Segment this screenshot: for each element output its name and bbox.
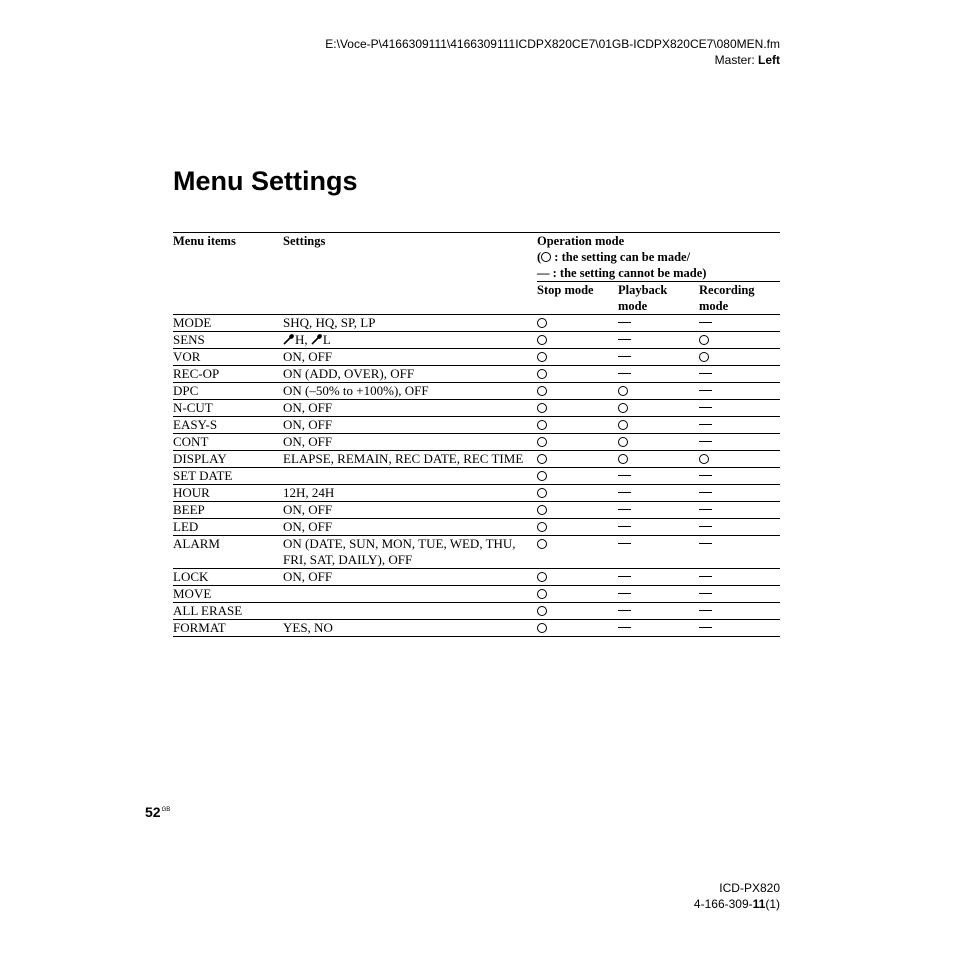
- playback-mode-cell: [618, 366, 699, 383]
- circle-icon: [699, 335, 709, 345]
- dash-icon: [618, 322, 631, 323]
- menu-item-settings: SHQ, HQ, SP, LP: [283, 315, 537, 332]
- menu-item-name: VOR: [173, 349, 283, 366]
- recording-mode-cell: [699, 417, 780, 434]
- dash-icon: [699, 509, 712, 510]
- dash-icon: [618, 475, 631, 476]
- menu-item-settings: ON (–50% to +100%), OFF: [283, 383, 537, 400]
- menu-item-name: ALARM: [173, 536, 283, 569]
- menu-item-settings: ELAPSE, REMAIN, REC DATE, REC TIME: [283, 451, 537, 468]
- playback-mode-cell: [618, 603, 699, 620]
- playback-mode-cell: [618, 383, 699, 400]
- dash-icon: [618, 356, 631, 357]
- table-row: [173, 536, 780, 569]
- menu-item-name: CONT: [173, 434, 283, 451]
- playback-mode-cell: [618, 569, 699, 586]
- playback-mode-cell: [618, 349, 699, 366]
- dash-icon: [699, 627, 712, 628]
- dash-icon: [699, 441, 712, 442]
- dash-icon: [618, 373, 631, 374]
- stop-mode-cell: [537, 451, 618, 468]
- dash-icon: [699, 526, 712, 527]
- col-operation-mode: [537, 233, 780, 282]
- table-row: [173, 586, 780, 603]
- stop-mode-cell: [537, 417, 618, 434]
- stop-mode-cell: [537, 400, 618, 417]
- stop-mode-cell: [537, 383, 618, 400]
- playback-mode-cell: [618, 485, 699, 502]
- stop-mode-cell: [537, 620, 618, 637]
- circle-icon: [537, 606, 547, 616]
- table-row: [173, 485, 780, 502]
- legend-open: (: [537, 250, 542, 264]
- menu-item-settings: [283, 603, 537, 620]
- col-playback-mode: [618, 282, 699, 315]
- legend-can-text: : the setting can be made/: [551, 250, 691, 264]
- circle-icon: [618, 454, 628, 464]
- menu-item-name: SENS: [173, 332, 283, 349]
- dash-icon: [618, 593, 631, 594]
- dash-icon: [618, 526, 631, 527]
- stop-mode-cell: [537, 434, 618, 451]
- circle-icon: [618, 420, 628, 430]
- document-header: [325, 36, 780, 68]
- recording-mode-cell: [699, 586, 780, 603]
- col-settings: Settings: [283, 233, 537, 315]
- menu-item-name: BEEP: [173, 502, 283, 519]
- recording-mode-cell: [699, 603, 780, 620]
- page-suffix: GB: [161, 807, 171, 813]
- table-row: [173, 502, 780, 519]
- menu-item-name: SET DATE: [173, 468, 283, 485]
- circle-icon: [618, 403, 628, 413]
- part-code: [694, 896, 780, 912]
- table-row: [173, 383, 780, 400]
- stop-mode-cell: [537, 569, 618, 586]
- legend-cannot: — : the setting cannot be made): [537, 266, 707, 280]
- circle-icon: [537, 505, 547, 515]
- playback-mode-cell: [618, 468, 699, 485]
- stop-mode-cell: [537, 315, 618, 332]
- playback-mode-cell: [618, 451, 699, 468]
- menu-item-name: HOUR: [173, 485, 283, 502]
- menu-item-settings: YES, NO: [283, 620, 537, 637]
- microphone-icon: [311, 333, 323, 345]
- circle-icon: [537, 403, 547, 413]
- table-row: [173, 603, 780, 620]
- menu-item-settings: ON, OFF: [283, 349, 537, 366]
- recording-mode-cell: [699, 485, 780, 502]
- dash-icon: [699, 390, 712, 391]
- circle-icon: [537, 369, 547, 379]
- part-code-bold: 11: [752, 897, 766, 911]
- table-row: [173, 349, 780, 366]
- circle-icon: [537, 471, 547, 481]
- document-footer: [694, 880, 780, 912]
- playback-mode-cell: [618, 434, 699, 451]
- recording-mode-cell: [699, 502, 780, 519]
- file-path: E:\Voce-P\4166309111\4166309111ICDPX820CE7\01GB-ICDPX820CE7\080MEN.fm: [325, 37, 780, 51]
- menu-item-settings: [283, 468, 537, 485]
- table-row: [173, 417, 780, 434]
- table-row: [173, 332, 780, 349]
- menu-item-settings: ON, OFF: [283, 502, 537, 519]
- circle-icon: [537, 539, 547, 549]
- menu-item-settings: ON, OFF: [283, 400, 537, 417]
- dash-icon: [699, 322, 712, 323]
- dash-icon: [699, 593, 712, 594]
- circle-icon: [618, 386, 628, 396]
- dash-icon: [699, 424, 712, 425]
- circle-icon: [537, 437, 547, 447]
- part-code-suffix: (1): [765, 897, 780, 911]
- playback-mode-cell: [618, 620, 699, 637]
- playback-line-1: Playback: [618, 283, 668, 297]
- dash-icon: [699, 475, 712, 476]
- col-recording-mode: [699, 282, 780, 315]
- master-line: [325, 52, 780, 68]
- menu-item-name: MODE: [173, 315, 283, 332]
- menu-item-settings: [283, 586, 537, 603]
- menu-item-name: ALL ERASE: [173, 603, 283, 620]
- recording-mode-cell: [699, 366, 780, 383]
- recording-line-1: Recording: [699, 283, 755, 297]
- dash-icon: [618, 509, 631, 510]
- recording-mode-cell: [699, 434, 780, 451]
- circle-icon: [537, 572, 547, 582]
- playback-mode-cell: [618, 417, 699, 434]
- dash-icon: [618, 492, 631, 493]
- recording-mode-cell: [699, 332, 780, 349]
- stop-mode-cell: [537, 536, 618, 569]
- page-number-value: 52: [145, 804, 161, 820]
- sens-h: H: [295, 332, 305, 347]
- recording-mode-cell: [699, 569, 780, 586]
- playback-line-2: mode: [618, 299, 648, 313]
- playback-mode-cell: [618, 400, 699, 417]
- circle-icon: [537, 420, 547, 430]
- table-row: [173, 434, 780, 451]
- master-value: Left: [758, 53, 780, 67]
- circle-icon: [541, 252, 551, 262]
- recording-mode-cell: [699, 315, 780, 332]
- circle-icon: [699, 454, 709, 464]
- table-row: [173, 366, 780, 383]
- circle-icon: [537, 454, 547, 464]
- legend-can: [537, 249, 780, 265]
- recording-line-2: mode: [699, 299, 729, 313]
- circle-icon: [537, 335, 547, 345]
- menu-item-name: MOVE: [173, 586, 283, 603]
- dash-icon: [699, 543, 712, 544]
- recording-mode-cell: [699, 349, 780, 366]
- col-menu-items: Menu items: [173, 233, 283, 315]
- dash-icon: [699, 407, 712, 408]
- circle-icon: [537, 589, 547, 599]
- menu-item-settings: ON, OFF: [283, 434, 537, 451]
- recording-mode-cell: [699, 451, 780, 468]
- menu-item-settings: ON, OFF: [283, 569, 537, 586]
- sens-separator: ,: [304, 332, 311, 347]
- menu-item-settings: ON (DATE, SUN, MON, TUE, WED, THU, FRI, SAT, DAILY), OFF: [283, 536, 537, 569]
- dash-icon: [699, 373, 712, 374]
- circle-icon: [537, 352, 547, 362]
- stop-mode-cell: [537, 332, 618, 349]
- stop-mode-cell: [537, 519, 618, 536]
- circle-icon: [537, 488, 547, 498]
- circle-icon: [537, 623, 547, 633]
- table-row: [173, 468, 780, 485]
- circle-icon: [537, 318, 547, 328]
- table-row: [173, 569, 780, 586]
- table-row: [173, 315, 780, 332]
- operation-mode-label: Operation mode: [537, 234, 625, 248]
- table-row: [173, 620, 780, 637]
- menu-item-name: DPC: [173, 383, 283, 400]
- circle-icon: [699, 352, 709, 362]
- dash-icon: [699, 610, 712, 611]
- part-code-prefix: 4-166-309-: [693, 897, 753, 911]
- menu-item-settings: ON, OFF: [283, 417, 537, 434]
- playback-mode-cell: [618, 315, 699, 332]
- circle-icon: [537, 522, 547, 532]
- dash-icon: [618, 576, 631, 577]
- playback-mode-cell: [618, 586, 699, 603]
- circle-icon: [537, 386, 547, 396]
- page-number: [145, 804, 170, 820]
- stop-mode-cell: [537, 586, 618, 603]
- table-row: [173, 519, 780, 536]
- menu-item-name: REC-OP: [173, 366, 283, 383]
- stop-mode-cell: [537, 485, 618, 502]
- menu-item-settings: [283, 332, 537, 349]
- page-title: Menu Settings: [173, 166, 358, 196]
- playback-mode-cell: [618, 519, 699, 536]
- recording-mode-cell: [699, 536, 780, 569]
- dash-icon: [618, 610, 631, 611]
- menu-item-settings: ON, OFF: [283, 519, 537, 536]
- stop-mode-cell: [537, 603, 618, 620]
- recording-mode-cell: [699, 620, 780, 637]
- menu-item-name: LED: [173, 519, 283, 536]
- dash-icon: [618, 627, 631, 628]
- stop-mode-cell: [537, 366, 618, 383]
- recording-mode-cell: [699, 383, 780, 400]
- menu-item-name: FORMAT: [173, 620, 283, 637]
- menu-item-settings: ON (ADD, OVER), OFF: [283, 366, 537, 383]
- microphone-icon: [283, 333, 295, 345]
- dash-icon: [618, 543, 631, 544]
- menu-item-name: EASY-S: [173, 417, 283, 434]
- menu-settings-table: [173, 232, 780, 637]
- recording-mode-cell: [699, 400, 780, 417]
- table-row: [173, 400, 780, 417]
- menu-item-settings: 12H, 24H: [283, 485, 537, 502]
- dash-icon: [699, 576, 712, 577]
- stop-mode-cell: [537, 468, 618, 485]
- recording-mode-cell: [699, 468, 780, 485]
- menu-item-name: DISPLAY: [173, 451, 283, 468]
- menu-item-name: LOCK: [173, 569, 283, 586]
- model-number: ICD-PX820: [719, 881, 780, 895]
- playback-mode-cell: [618, 536, 699, 569]
- dash-icon: [699, 492, 712, 493]
- stop-mode-cell: [537, 502, 618, 519]
- table-body: [173, 315, 780, 637]
- circle-icon: [618, 437, 628, 447]
- col-stop-mode: Stop mode: [537, 282, 618, 315]
- stop-mode-cell: [537, 349, 618, 366]
- playback-mode-cell: [618, 332, 699, 349]
- master-label: Master:: [714, 53, 758, 67]
- playback-mode-cell: [618, 502, 699, 519]
- recording-mode-cell: [699, 519, 780, 536]
- table-row: [173, 451, 780, 468]
- menu-item-name: N-CUT: [173, 400, 283, 417]
- dash-icon: [618, 339, 631, 340]
- sens-l: L: [322, 332, 331, 347]
